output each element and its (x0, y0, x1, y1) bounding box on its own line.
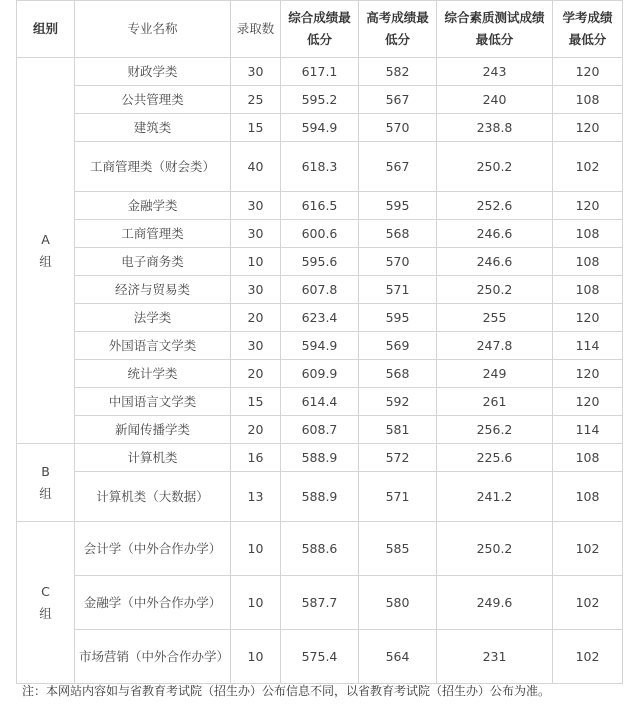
cell-enroll: 20 (231, 304, 281, 332)
cell-quality: 247.8 (437, 332, 553, 360)
cell-enroll: 10 (231, 522, 281, 576)
cell-enroll: 15 (231, 388, 281, 416)
cell-quality: 231 (437, 630, 553, 684)
group-b-suffix: 组 (39, 485, 52, 501)
admission-score-table (16, 0, 623, 684)
cell-total: 600.6 (281, 220, 359, 248)
cell-xuekao: 120 (553, 58, 623, 86)
cell-enroll: 13 (231, 472, 281, 522)
group-b-letter: B (41, 463, 50, 479)
table-row (17, 472, 623, 522)
table-row (17, 304, 623, 332)
table-row (17, 630, 623, 684)
cell-quality: 238.8 (437, 114, 553, 142)
cell-major: 金融学类 (75, 192, 231, 220)
cell-xuekao: 120 (553, 114, 623, 142)
table-row (17, 444, 623, 472)
cell-xuekao: 114 (553, 332, 623, 360)
cell-gaokao: 572 (359, 444, 437, 472)
header-quality: 综合素质测试成绩最低分 (437, 1, 553, 58)
cell-quality: 255 (437, 304, 553, 332)
table-row (17, 58, 623, 86)
table-row (17, 388, 623, 416)
cell-quality: 225.6 (437, 444, 553, 472)
cell-quality: 256.2 (437, 416, 553, 444)
cell-major: 电子商务类 (75, 248, 231, 276)
cell-enroll: 10 (231, 630, 281, 684)
cell-major: 计算机类（大数据） (75, 472, 231, 522)
cell-enroll: 16 (231, 444, 281, 472)
header-xuekao: 学考成绩最低分 (553, 1, 623, 58)
cell-enroll: 30 (231, 58, 281, 86)
cell-quality: 241.2 (437, 472, 553, 522)
cell-major: 新闻传播学类 (75, 416, 231, 444)
cell-major: 财政学类 (75, 58, 231, 86)
cell-major: 建筑类 (75, 114, 231, 142)
cell-major: 市场营销（中外合作办学） (75, 630, 231, 684)
cell-enroll: 30 (231, 192, 281, 220)
cell-total: 575.4 (281, 630, 359, 684)
cell-xuekao: 108 (553, 444, 623, 472)
cell-major: 中国语言文学类 (75, 388, 231, 416)
cell-gaokao: 568 (359, 360, 437, 388)
table-row (17, 114, 623, 142)
cell-enroll: 15 (231, 114, 281, 142)
cell-xuekao: 120 (553, 304, 623, 332)
cell-quality: 246.6 (437, 248, 553, 276)
cell-gaokao: 581 (359, 416, 437, 444)
cell-enroll: 25 (231, 86, 281, 114)
cell-enroll: 20 (231, 416, 281, 444)
header-enroll: 录取数 (231, 1, 281, 58)
cell-gaokao: 585 (359, 522, 437, 576)
table-row (17, 576, 623, 630)
cell-major: 工商管理类（财会类） (75, 142, 231, 192)
cell-xuekao: 102 (553, 576, 623, 630)
cell-xuekao: 108 (553, 220, 623, 248)
cell-xuekao: 108 (553, 86, 623, 114)
cell-gaokao: 595 (359, 192, 437, 220)
group-c-letter: C (41, 583, 50, 599)
cell-total: 588.6 (281, 522, 359, 576)
cell-gaokao: 595 (359, 304, 437, 332)
cell-major: 统计学类 (75, 360, 231, 388)
cell-enroll: 20 (231, 360, 281, 388)
header-gaokao: 高考成绩最低分 (359, 1, 437, 58)
cell-xuekao: 114 (553, 416, 623, 444)
cell-major: 外国语言文学类 (75, 332, 231, 360)
cell-major: 会计学（中外合作办学） (75, 522, 231, 576)
table-row (17, 142, 623, 192)
cell-major: 公共管理类 (75, 86, 231, 114)
cell-xuekao: 102 (553, 630, 623, 684)
cell-total: 594.9 (281, 332, 359, 360)
footnote: 注：本网站内容如与省教育考试院（招生办）公布信息不同，以省教育考试院（招生办）公布为准。 (22, 684, 551, 698)
header-group: 组别 (17, 1, 75, 58)
cell-total: 595.6 (281, 248, 359, 276)
cell-enroll: 10 (231, 576, 281, 630)
cell-total: 595.2 (281, 86, 359, 114)
cell-total: 587.7 (281, 576, 359, 630)
cell-gaokao: 567 (359, 142, 437, 192)
cell-quality: 249 (437, 360, 553, 388)
cell-gaokao: 564 (359, 630, 437, 684)
cell-xuekao: 108 (553, 248, 623, 276)
cell-xuekao: 102 (553, 142, 623, 192)
cell-gaokao: 582 (359, 58, 437, 86)
table-row (17, 192, 623, 220)
header-total: 综合成绩最低分 (281, 1, 359, 58)
cell-total: 588.9 (281, 472, 359, 522)
cell-xuekao: 120 (553, 360, 623, 388)
cell-total: 616.5 (281, 192, 359, 220)
cell-gaokao: 570 (359, 248, 437, 276)
cell-total: 607.8 (281, 276, 359, 304)
header-row (17, 1, 623, 58)
group-a-letter: A (41, 231, 50, 247)
cell-gaokao: 567 (359, 86, 437, 114)
group-a-cell (17, 58, 75, 444)
cell-gaokao: 568 (359, 220, 437, 248)
cell-gaokao: 571 (359, 276, 437, 304)
table-row (17, 220, 623, 248)
cell-quality: 250.2 (437, 522, 553, 576)
cell-total: 588.9 (281, 444, 359, 472)
cell-total: 609.9 (281, 360, 359, 388)
cell-gaokao: 580 (359, 576, 437, 630)
cell-quality: 250.2 (437, 276, 553, 304)
table-row (17, 86, 623, 114)
table-row (17, 416, 623, 444)
cell-xuekao: 102 (553, 522, 623, 576)
cell-enroll: 40 (231, 142, 281, 192)
cell-major: 计算机类 (75, 444, 231, 472)
cell-quality: 243 (437, 58, 553, 86)
cell-total: 614.4 (281, 388, 359, 416)
cell-enroll: 30 (231, 220, 281, 248)
group-c-cell (17, 522, 75, 684)
cell-quality: 261 (437, 388, 553, 416)
cell-xuekao: 120 (553, 388, 623, 416)
cell-gaokao: 571 (359, 472, 437, 522)
cell-quality: 240 (437, 86, 553, 114)
cell-enroll: 30 (231, 276, 281, 304)
group-c-suffix: 组 (39, 605, 52, 621)
cell-enroll: 10 (231, 248, 281, 276)
cell-xuekao: 108 (553, 276, 623, 304)
table-row (17, 332, 623, 360)
cell-major: 经济与贸易类 (75, 276, 231, 304)
cell-gaokao: 570 (359, 114, 437, 142)
cell-total: 623.4 (281, 304, 359, 332)
cell-major: 工商管理类 (75, 220, 231, 248)
cell-total: 618.3 (281, 142, 359, 192)
cell-quality: 249.6 (437, 576, 553, 630)
table-row (17, 248, 623, 276)
table-row (17, 522, 623, 576)
table-row (17, 276, 623, 304)
cell-xuekao: 120 (553, 192, 623, 220)
cell-gaokao: 592 (359, 388, 437, 416)
cell-quality: 250.2 (437, 142, 553, 192)
group-a-suffix: 组 (39, 253, 52, 269)
table-row (17, 360, 623, 388)
cell-major: 金融学（中外合作办学） (75, 576, 231, 630)
cell-major: 法学类 (75, 304, 231, 332)
cell-quality: 252.6 (437, 192, 553, 220)
cell-total: 594.9 (281, 114, 359, 142)
cell-total: 608.7 (281, 416, 359, 444)
group-b-cell (17, 444, 75, 522)
header-major: 专业名称 (75, 1, 231, 58)
cell-quality: 246.6 (437, 220, 553, 248)
cell-total: 617.1 (281, 58, 359, 86)
cell-gaokao: 569 (359, 332, 437, 360)
cell-xuekao: 108 (553, 472, 623, 522)
cell-enroll: 30 (231, 332, 281, 360)
